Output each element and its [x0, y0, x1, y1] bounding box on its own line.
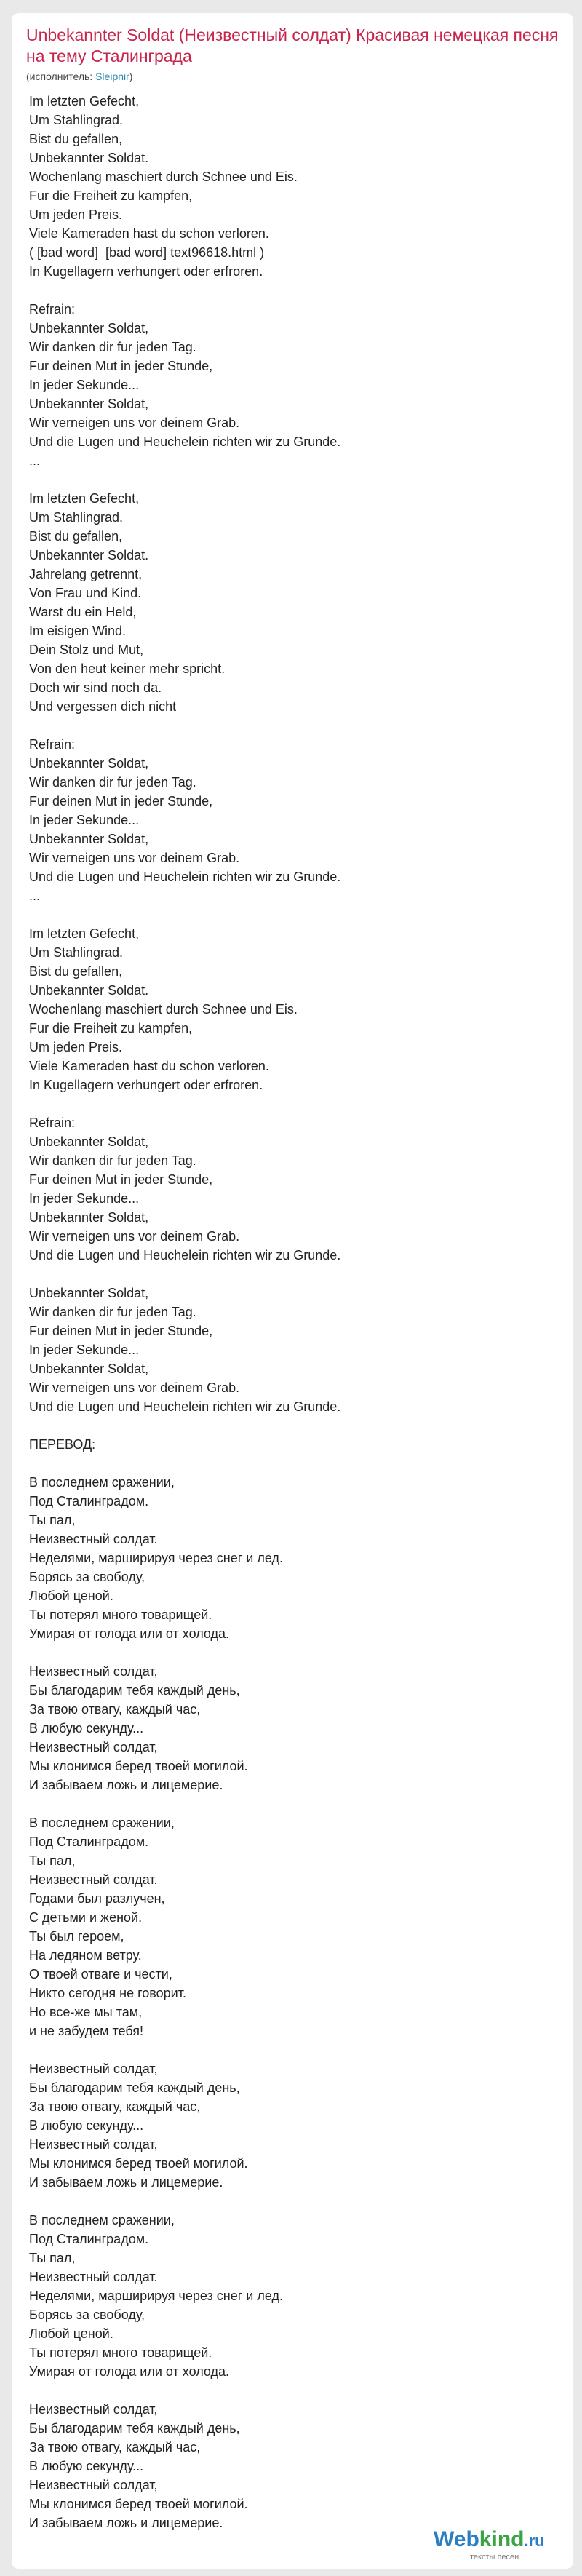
lyrics-line: Refrain:	[29, 302, 76, 317]
lyrics-line: Unbekannter Soldat,	[29, 1361, 149, 1376]
lyrics-blank-line	[29, 2192, 560, 2211]
lyrics-line: Fur deinen Mut in jeder Stunde,	[29, 1172, 213, 1187]
lyrics-line: Никто сегодня не говорит.	[29, 1986, 186, 2000]
lyrics-line: Любой ценой.	[29, 2326, 113, 2341]
lyrics-line: Wir verneigen uns vor deinem Grab.	[29, 851, 240, 865]
lyrics-line: Мы клонимся беред твоей могилой.	[29, 1759, 248, 1773]
lyrics-line: Ты пал,	[29, 2251, 76, 2265]
lyrics-line: ...	[29, 889, 41, 903]
lyrics-blank-line	[29, 1643, 560, 1662]
lyrics-line: Неизвестный солдат,	[29, 2478, 158, 2492]
lyrics-line: Unbekannter Soldat,	[29, 832, 149, 846]
lyrics-blank-line	[29, 2381, 560, 2400]
lyrics-line: В любую секунду...	[29, 2459, 144, 2473]
performer-label: (исполнитель:	[26, 71, 96, 82]
lyrics-line: Im letzten Gefecht,	[29, 491, 140, 506]
lyrics-line: In jeder Sekunde...	[29, 1343, 140, 1357]
lyrics-line: Unbekannter Soldat,	[29, 1286, 149, 1300]
lyrics-line: Unbekannter Soldat,	[29, 1210, 149, 1225]
lyrics-line: И забываем ложь и лицемерие.	[29, 2175, 223, 2190]
lyrics-line: Im letzten Gefecht,	[29, 94, 140, 108]
lyrics-line: Um Stahlingrad.	[29, 113, 124, 127]
lyrics-line: Und vergessen dich nicht	[29, 699, 177, 714]
lyrics-line: Wochenlang maschiert durch Schnee und Eis.	[29, 170, 298, 184]
lyrics-line: Wochenlang maschiert durch Schnee und Eis.	[29, 1002, 298, 1017]
lyrics-line: И забываем ложь и лицемерие.	[29, 1778, 223, 1792]
lyrics-line: Von den heut keiner mehr spricht.	[29, 661, 226, 676]
lyrics-line: Unbekannter Soldat.	[29, 548, 149, 562]
lyrics-line: Бы благодарим тебя каждый день,	[29, 1683, 240, 1698]
lyrics-line: Неделями, марширируя через снег и лед.	[29, 1551, 283, 1565]
lyrics-line: Unbekannter Soldat,	[29, 1134, 149, 1149]
lyrics-line: В последнем сражении,	[29, 1475, 175, 1490]
lyrics-line: Ты пал,	[29, 1513, 76, 1527]
lyrics-line: Годами был разлучен,	[29, 1891, 165, 1906]
lyrics-line: ПЕРЕВОД:	[29, 1437, 96, 1452]
lyrics-line: Unbekannter Soldat.	[29, 983, 149, 998]
lyrics-line: За твою отвагу, каждый час,	[29, 2440, 201, 2454]
lyrics-line: Fur die Freiheit zu kampfen,	[29, 188, 193, 203]
lyrics-line: Fur deinen Mut in jeder Stunde,	[29, 359, 213, 373]
lyrics-line: И забываем ложь и лицемерие.	[29, 2516, 223, 2530]
lyrics-line: Und die Lugen und Heuchelein richten wir zu Grunde.	[29, 1248, 341, 1263]
song-title: Unbekannter Soldat (Неизвестный солдат) Красивая немецкая песня на тему Сталинграда	[26, 25, 559, 65]
lyrics-line: Viele Kameraden hast du schon verloren.	[29, 1059, 269, 1073]
lyrics-line: Неизвестный солдат,	[29, 2402, 158, 2417]
lyrics-line: Ты потерял много товарищей.	[29, 2345, 212, 2360]
lyrics-line: Unbekannter Soldat,	[29, 321, 149, 335]
lyrics-blank-line	[29, 470, 560, 489]
lyrics-line: In jeder Sekunde...	[29, 1191, 140, 1206]
lyrics-line: Um Stahlingrad.	[29, 945, 124, 960]
lyrics-line: Под Сталинградом.	[29, 1494, 149, 1508]
lyrics-line: Von Frau und Kind.	[29, 586, 142, 600]
lyrics-line: Борясь за свободу,	[29, 1570, 146, 1584]
lyrics-line: Dein Stolz und Mut,	[29, 643, 144, 657]
lyrics-line: Unbekannter Soldat,	[29, 397, 149, 411]
lyrics-line: Und die Lugen und Heuchelein richten wir zu Grunde.	[29, 1399, 341, 1414]
lyrics-line: и не забудем тебя!	[29, 2024, 143, 2038]
lyrics-line: Um jeden Preis.	[29, 207, 123, 222]
lyrics-blank-line	[29, 716, 560, 735]
performer-line	[26, 70, 132, 83]
lyrics-line: Und die Lugen und Heuchelein richten wir zu Grunde.	[29, 434, 341, 449]
lyrics-line: Ты был героем,	[29, 1929, 124, 1944]
lyrics-line: Bist du gefallen,	[29, 964, 123, 979]
lyrics-line: Бы благодарим тебя каждый день,	[29, 2421, 240, 2436]
brand-part-ru: .ru	[524, 2532, 545, 2550]
brand-part-web: Web	[434, 2527, 479, 2551]
lyrics-line: In Kugellagern verhungert oder erfroren.	[29, 264, 263, 279]
lyrics-line: Viele Kameraden hast du schon verloren.	[29, 226, 269, 241]
lyrics-blank-line	[29, 1416, 560, 1435]
lyrics-line: Неизвестный солдат,	[29, 2062, 158, 2076]
brand-part-kind: kind	[479, 2527, 525, 2551]
lyrics-blank-line	[29, 2040, 560, 2059]
lyrics-line: Под Сталинградом.	[29, 1834, 149, 1849]
lyrics-text	[29, 92, 560, 2532]
lyrics-line: В любую секунду...	[29, 2118, 144, 2133]
lyrics-line: Неизвестный солдат,	[29, 2137, 158, 2152]
lyrics-line: Но все-же мы там,	[29, 2005, 143, 2019]
performer-close: )	[129, 71, 133, 82]
lyrics-line: Um jeden Preis.	[29, 1040, 123, 1054]
lyrics-line: О твоей отваге и чести,	[29, 1967, 172, 1981]
lyrics-line: Неизвестный солдат,	[29, 1664, 158, 1679]
lyrics-line: С детьми и женой.	[29, 1910, 143, 1925]
lyrics-line: In Kugellagern verhungert oder erfroren.	[29, 1078, 263, 1092]
lyrics-line: Wir verneigen uns vor deinem Grab.	[29, 1380, 240, 1395]
lyrics-line: Wir verneigen uns vor deinem Grab.	[29, 1229, 240, 1244]
lyrics-line: Неизвестный солдат,	[29, 1740, 158, 1754]
lyrics-line: Im eisigen Wind.	[29, 624, 127, 638]
lyrics-blank-line	[29, 1265, 560, 1284]
performer-link[interactable]: Sleipnir	[95, 71, 129, 82]
webkind-logo[interactable]	[434, 2527, 572, 2569]
lyrics-line: ...	[29, 453, 41, 468]
lyrics-blank-line	[29, 905, 560, 924]
lyrics-line: В последнем сражении,	[29, 2213, 175, 2227]
lyrics-line: In jeder Sekunde...	[29, 378, 140, 392]
lyrics-blank-line	[29, 1094, 560, 1113]
lyrics-line: Warst du ein Held,	[29, 605, 137, 619]
brand-name	[434, 2527, 545, 2554]
lyrics-line: Бы благодарим тебя каждый день,	[29, 2080, 240, 2095]
lyrics-line: Wir danken dir fur jeden Tag.	[29, 340, 196, 354]
lyrics-line: ( [bad word] [bad word] text96618.html )	[29, 245, 265, 260]
lyrics-line: Мы клонимся беред твоей могилой.	[29, 2156, 248, 2171]
lyrics-line: Wir danken dir fur jeden Tag.	[29, 775, 196, 790]
lyrics-line: Doch wir sind noch da.	[29, 680, 162, 695]
lyrics-line: Ты пал,	[29, 1853, 76, 1868]
lyrics-line: Refrain:	[29, 737, 76, 752]
lyrics-line: За твою отвагу, каждый час,	[29, 1702, 201, 1717]
lyrics-line: In jeder Sekunde...	[29, 813, 140, 827]
lyrics-line: Неизвестный солдат.	[29, 1532, 158, 1546]
lyrics-blank-line	[29, 1794, 560, 1813]
lyrics-line: Unbekannter Soldat.	[29, 151, 149, 165]
lyrics-line: Im letzten Gefecht,	[29, 926, 140, 941]
lyrics-line: Fur deinen Mut in jeder Stunde,	[29, 794, 213, 808]
lyrics-line: Умирая от голода или от холода.	[29, 2364, 230, 2379]
lyrics-line: Wir verneigen uns vor deinem Grab.	[29, 416, 240, 430]
lyrics-card	[12, 13, 573, 2569]
lyrics-line: Und die Lugen und Heuchelein richten wir zu Grunde.	[29, 870, 341, 884]
lyrics-line: Refrain:	[29, 1116, 76, 1130]
lyrics-line: Неизвестный солдат.	[29, 1872, 158, 1887]
lyrics-line: Fur die Freiheit zu kampfen,	[29, 1021, 193, 1035]
lyrics-line: Fur deinen Mut in jeder Stunde,	[29, 1324, 213, 1338]
lyrics-line: Неизвестный солдат.	[29, 2270, 158, 2284]
lyrics-line: Любой ценой.	[29, 1589, 113, 1603]
lyrics-line: Борясь за свободу,	[29, 2307, 146, 2322]
lyrics-line: Неделями, марширируя через снег и лед.	[29, 2289, 283, 2303]
lyrics-line: Unbekannter Soldat,	[29, 756, 149, 771]
lyrics-line: Под Сталинградом.	[29, 2232, 149, 2246]
lyrics-line: Мы клонимся беред твоей могилой.	[29, 2497, 248, 2511]
lyrics-line: Jahrelang getrennt,	[29, 567, 143, 581]
lyrics-line: Wir danken dir fur jeden Tag.	[29, 1305, 196, 1319]
lyrics-line: Um Stahlingrad.	[29, 510, 124, 525]
lyrics-line: Bist du gefallen,	[29, 529, 123, 544]
lyrics-line: Ты потерял много товарищей.	[29, 1607, 212, 1622]
brand-tagline: тексты песен	[470, 2553, 519, 2561]
lyrics-blank-line	[29, 281, 560, 300]
lyrics-line: За твою отвагу, каждый час,	[29, 2099, 201, 2114]
lyrics-line: Bist du gefallen,	[29, 132, 123, 146]
lyrics-line: Wir danken dir fur jeden Tag.	[29, 1153, 196, 1168]
lyrics-blank-line	[29, 1454, 560, 1473]
lyrics-line: В последнем сражении,	[29, 1816, 175, 1830]
lyrics-line: В любую секунду...	[29, 1721, 144, 1736]
lyrics-line: Умирая от голода или от холода.	[29, 1626, 230, 1641]
lyrics-line: На ледяном ветру.	[29, 1948, 142, 1963]
